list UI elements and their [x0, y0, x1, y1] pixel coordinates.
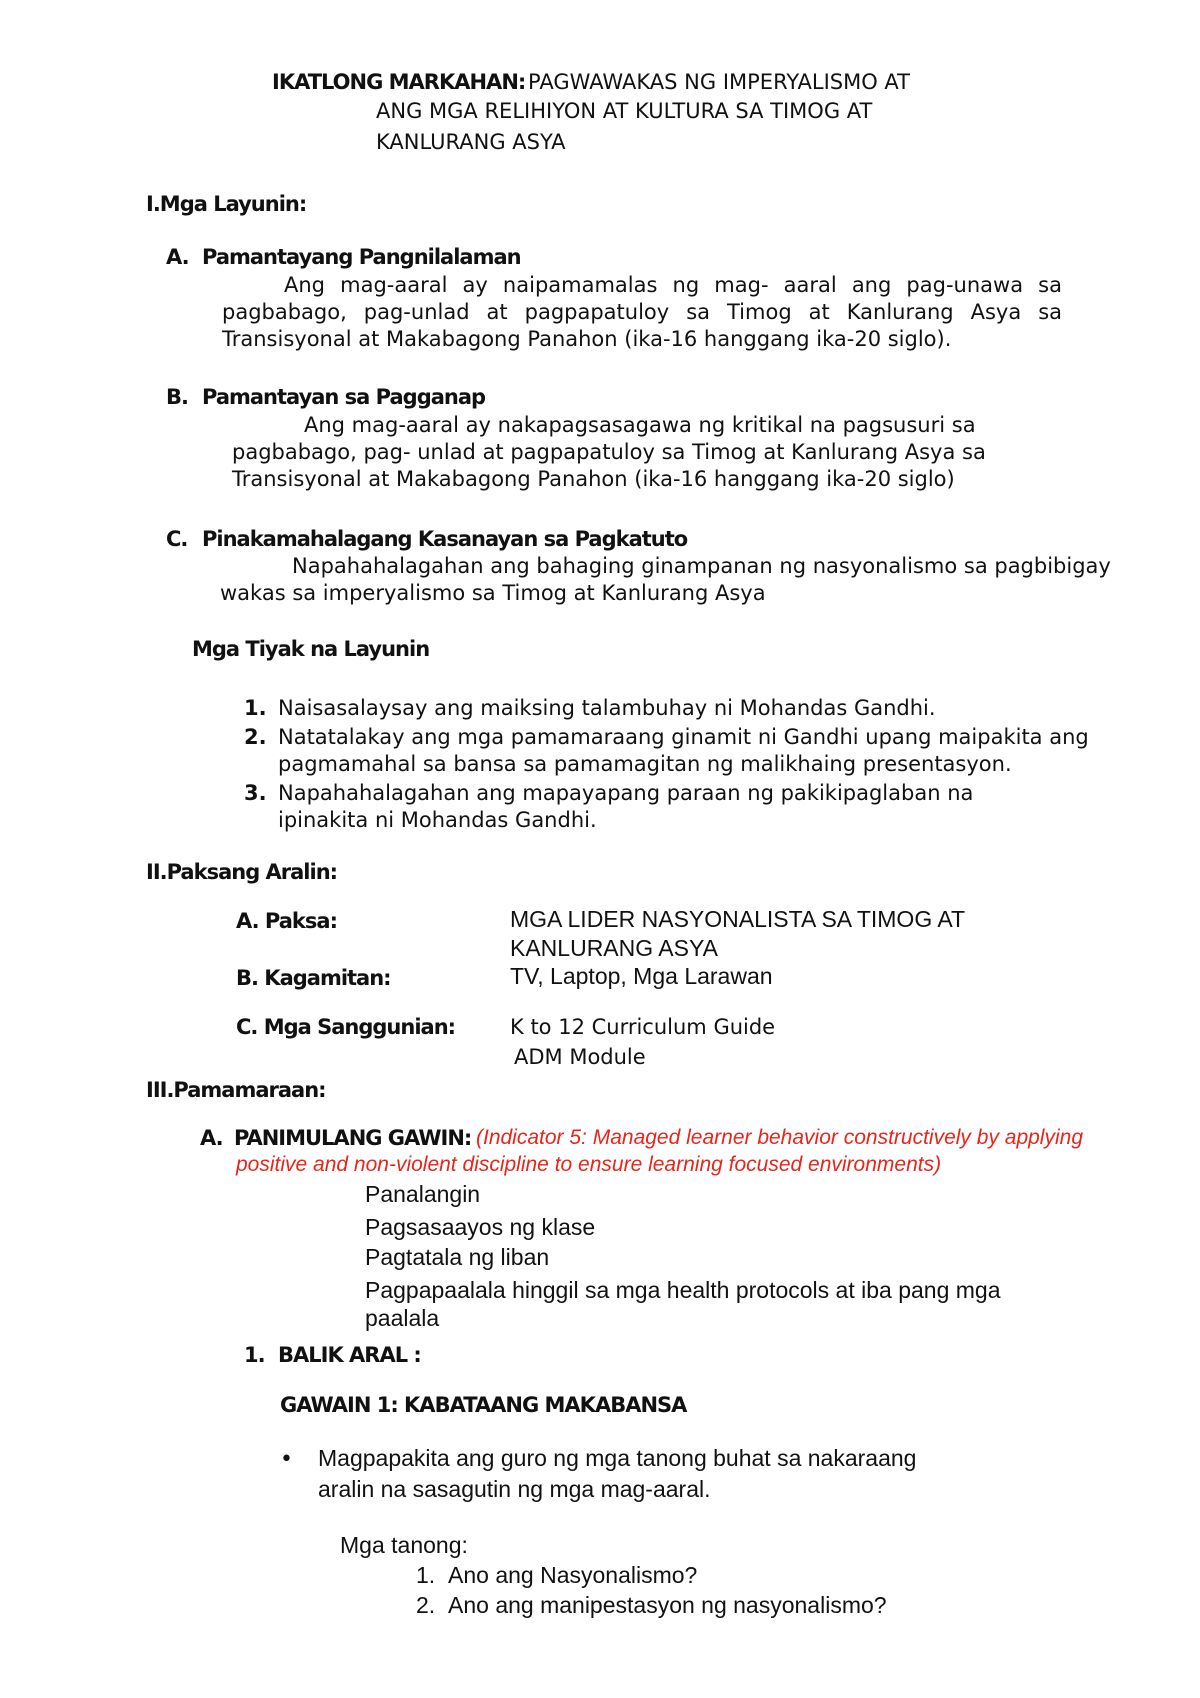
- objective-number: 3.: [244, 781, 267, 805]
- routine-item: paalala: [365, 1305, 440, 1331]
- section-1a-line-1: Ang mag-aaral ay naipamamalas ng mag- aaral ang pag-unawa sa: [284, 273, 1062, 297]
- bullet-line-1: Magpapakita ang guro ng mga tanong buhat sa nakaraang: [318, 1445, 917, 1471]
- sanggunian-label: C. Mga Sanggunian:: [236, 1015, 456, 1039]
- bullet-line-2: aralin na sasagutin ng mga mag-aaral.: [318, 1476, 711, 1502]
- header-title-line-3: KANLURANG ASYA: [376, 130, 566, 154]
- paksa-value-line-1: MGA LIDER NASYONALISTA SA TIMOG AT: [510, 906, 966, 932]
- sanggunian-value-line-1: K to 12 Curriculum Guide: [510, 1015, 776, 1039]
- section-1c-line-2: wakas sa imperyalismo sa Timog at Kanlurang Asya: [220, 581, 766, 605]
- question-number: 2.: [416, 1592, 436, 1618]
- objective-text: Naisasalaysay ang maiksing talambuhay ni Mohandas Gandhi.: [278, 696, 936, 720]
- indicator-line-1: (Indicator 5: Managed learner behavior constructively by applying: [476, 1126, 1084, 1149]
- section-1a-line-3: Transisyonal at Makabagong Panahon (ika-16 hanggang ika-20 siglo).: [222, 327, 952, 351]
- section-1a-line-2: pagbabago, pag-unlad at pagpapatuloy sa Timog at Kanlurang Asya sa: [222, 300, 1062, 324]
- section-1b-line-3: Transisyonal at Makabagong Panahon (ika-16 hanggang ika-20 siglo): [232, 467, 955, 491]
- section-3-heading: III.Pamamaraan:: [146, 1078, 326, 1102]
- objective-text: Natatalakay ang mga pamamaraang ginamit ni Gandhi upang maipakita ang: [278, 725, 1089, 749]
- objective-item-2: [244, 723, 1089, 751]
- sanggunian-value-line-2: ADM Module: [514, 1045, 646, 1069]
- questions-label: Mga tanong:: [340, 1532, 468, 1558]
- kagamitan-label: B. Kagamitan:: [236, 966, 391, 990]
- balik-aral-number: 1.: [244, 1343, 265, 1367]
- paksa-value-line-2: KANLURANG ASYA: [510, 935, 718, 961]
- kagamitan-value: TV, Laptop, Mga Larawan: [510, 963, 773, 989]
- objective-item-2-cont: pagmamahal sa bansa sa pamamagitan ng malikhaing presentasyon.: [278, 752, 1012, 776]
- objective-number: 1.: [244, 696, 267, 720]
- indicator-line-2: positive and non-violent discipline to ensure learning focused environments): [236, 1153, 942, 1176]
- bullet-icon: •: [280, 1447, 293, 1472]
- section-3a-heading: PANIMULANG GAWIN:: [234, 1126, 472, 1150]
- question-number: 1.: [416, 1562, 436, 1588]
- section-1c-line-1: Napahahalagahan ang bahaging ginampanan ng nasyonalismo sa pagbibigay: [292, 554, 1111, 578]
- section-2-heading: II.Paksang Aralin:: [146, 860, 338, 884]
- gawain-heading: GAWAIN 1: KABATAANG MAKABANSA: [280, 1393, 687, 1417]
- objective-item-3-cont: ipinakita ni Mohandas Gandhi.: [278, 808, 597, 832]
- routine-item: Panalangin: [365, 1181, 481, 1207]
- section-3a-marker: A.: [200, 1126, 223, 1150]
- objective-item-1: [244, 694, 936, 722]
- section-1b-line-1: Ang mag-aaral ay nakapagsasagawa ng kritikal na pagsusuri sa: [304, 413, 976, 437]
- routine-item: Pagsasaayos ng klase: [365, 1214, 596, 1240]
- section-1c-marker: C.: [166, 527, 188, 551]
- objective-number: 2.: [244, 725, 267, 749]
- section-1a-heading: Pamantayang Pangnilalaman: [202, 245, 521, 269]
- specific-objectives-heading: Mga Tiyak na Layunin: [192, 637, 430, 661]
- objective-item-3: [244, 779, 973, 807]
- paksa-label: A. Paksa:: [236, 909, 337, 933]
- section-1b-heading: Pamantayan sa Pagganap: [202, 385, 486, 409]
- section-1c-heading: Pinakamahalagang Kasanayan sa Pagkatuto: [202, 527, 688, 551]
- section-1-heading: I.Mga Layunin:: [146, 192, 307, 216]
- question-text: Ano ang Nasyonalismo?: [448, 1562, 698, 1588]
- section-1a-marker: A.: [166, 245, 189, 269]
- section-1b-marker: B.: [166, 385, 188, 409]
- header-title-line-1: PAGWAWAKAS NG IMPERYALISMO AT: [528, 70, 910, 94]
- question-text: Ano ang manipestasyon ng nasyonalismo?: [448, 1592, 887, 1618]
- section-1b-line-2: pagbabago, pag- unlad at pagpapatuloy sa Timog at Kanlurang Asya sa: [232, 440, 986, 464]
- header-label: IKATLONG MARKAHAN:: [272, 70, 526, 94]
- header-title-line-2: ANG MGA RELIHIYON AT KULTURA SA TIMOG AT: [376, 99, 873, 123]
- routine-item: Pagtatala ng liban: [365, 1244, 550, 1270]
- routine-item: Pagpapaalala hinggil sa mga health protocols at iba pang mga: [365, 1277, 1001, 1303]
- question-item-2: [416, 1591, 887, 1619]
- objective-text: Napahahalagahan ang mapayapang paraan ng pakikipaglaban na: [278, 781, 974, 805]
- question-item-1: [416, 1561, 697, 1589]
- balik-aral-heading: BALIK ARAL :: [278, 1343, 421, 1367]
